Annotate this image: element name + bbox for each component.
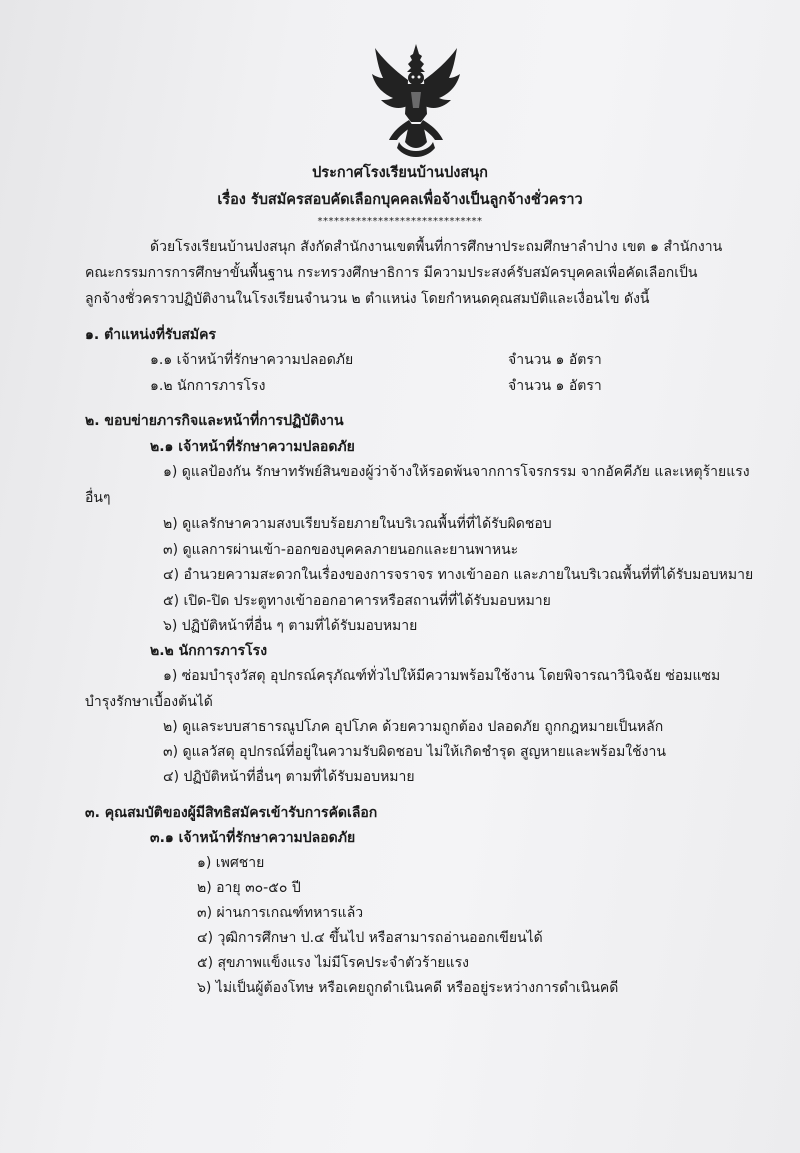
position-1-count: จำนวน ๑ อัตรา — [508, 352, 602, 368]
document-subject: เรื่อง รับสมัครสอบคัดเลือกบุคคลเพื่อจ้างเป็นลูกจ้างชั่วคราว — [217, 192, 583, 208]
duty-2-2-item-3: ๓) ดูแลวัสดุ อุปกรณ์ที่อยู่ในความรับผิดชอบ ไม่ให้เกิดชำรุด สูญหายและพร้อมใช้งาน — [163, 744, 666, 760]
qualification-item-5: ๕) สุขภาพแข็งแรง ไม่มีโรคประจำตัวร้ายแรง — [197, 955, 470, 971]
duty-2-2-item-4: ๔) ปฏิบัติหน้าที่อื่นๆ ตามที่ได้รับมอบหมาย — [163, 769, 415, 785]
duty-2-1-item-4: ๔) อำนวยความสะดวกในเรื่องของการจราจร ทางเข้าออก และภายในบริเวณพื้นที่ที่ได้รับมอบหมาย — [163, 567, 754, 583]
duty-2-1-item-1-cont: อื่นๆ — [85, 490, 111, 506]
section-3-1-heading: ๓.๑ เจ้าหน้าที่รักษาความปลอดภัย — [150, 830, 356, 846]
qualification-item-1: ๑) เพศชาย — [197, 855, 265, 871]
position-2-name: ๑.๒ นักการภารโรง — [150, 378, 266, 394]
duty-2-2-item-2: ๒) ดูแลระบบสาธารณูปโภค อุปโภค ด้วยความถูกต้อง ปลอดภัย ถูกกฎหมายเป็นหลัก — [163, 719, 664, 735]
document-title: ประกาศโรงเรียนบ้านปงสนุก — [312, 165, 488, 181]
duty-2-1-item-6: ๖) ปฏิบัติหน้าที่อื่น ๆ ตามที่ได้รับมอบหมาย — [163, 618, 418, 634]
header-divider: ****************************** — [317, 216, 483, 227]
position-2-count: จำนวน ๑ อัตรา — [508, 378, 602, 394]
intro-line-3: ลูกจ้างชั่วคราวปฏิบัติงานในโรงเรียนจำนวน ๒ ตำแหน่ง โดยกำหนดคุณสมบัติและเงื่อนไข ดังนี้ — [85, 291, 650, 307]
section-2-1-heading: ๒.๑ เจ้าหน้าที่รักษาความปลอดภัย — [150, 439, 355, 455]
intro-line-1: ด้วยโรงเรียนบ้านปงสนุก สังกัดสำนักงานเขตพื้นที่การศึกษาประถมศึกษาลำปาง เขต ๑ สำนักงาน — [150, 239, 723, 255]
position-1-name: ๑.๑ เจ้าหน้าที่รักษาความปลอดภัย — [150, 352, 354, 368]
duty-2-1-item-1: ๑) ดูแลป้องกัน รักษาทรัพย์สินของผู้ว่าจ้างให้รอดพ้นจากการโจรกรรม จากอัคคีภัย และเหตุร้ายแรง — [163, 464, 750, 480]
duty-2-2-item-1-cont: บำรุงรักษาเบื้องต้นได้ — [85, 694, 213, 710]
duty-2-1-item-2: ๒) ดูแลรักษาความสงบเรียบร้อยภายในบริเวณพื้นที่ที่ได้รับผิดชอบ — [163, 516, 552, 532]
duty-2-2-item-1: ๑) ซ่อมบำรุงวัสดุ อุปกรณ์ครุภัณฑ์ทั่วไปให้มีความพร้อมใช้งาน โดยพิจารณาวินิจฉัย ซ่อมแซม — [163, 668, 721, 684]
duty-2-1-item-5: ๕) เปิด-ปิด ประตูทางเข้าออกอาคารหรือสถานที่ที่ได้รับมอบหมาย — [163, 593, 551, 609]
section-3-heading: ๓. คุณสมบัติของผู้มีสิทธิสมัครเข้ารับการคัดเลือก — [85, 805, 378, 821]
section-1-heading: ๑. ตำแหน่งที่รับสมัคร — [85, 327, 216, 343]
garuda-emblem-icon — [369, 42, 463, 160]
qualification-item-2: ๒) อายุ ๓๐-๕๐ ปี — [197, 880, 301, 896]
qualification-item-3: ๓) ผ่านการเกณฑ์ทหารแล้ว — [197, 905, 364, 921]
section-2-heading: ๒. ขอบข่ายภารกิจและหน้าที่การปฏิบัติงาน — [85, 413, 344, 429]
qualification-item-6: ๖) ไม่เป็นผู้ต้องโทษ หรือเคยถูกดำเนินคดี หรืออยู่ระหว่างการดำเนินคดี — [197, 980, 619, 996]
intro-line-2: คณะกรรมการการศึกษาขั้นพื้นฐาน กระทรวงศึกษาธิการ มีความประสงค์รับสมัครบุคคลเพื่อคัดเลือกเป็น — [85, 265, 698, 281]
qualification-item-4: ๔) วุฒิการศึกษา ป.๔ ขึ้นไป หรือสามารถอ่านออกเขียนได้ — [197, 930, 543, 946]
section-2-2-heading: ๒.๒ นักการภารโรง — [150, 643, 268, 659]
duty-2-1-item-3: ๓) ดูแลการผ่านเข้า-ออกของบุคคลภายนอกและยานพาหนะ — [163, 542, 519, 558]
